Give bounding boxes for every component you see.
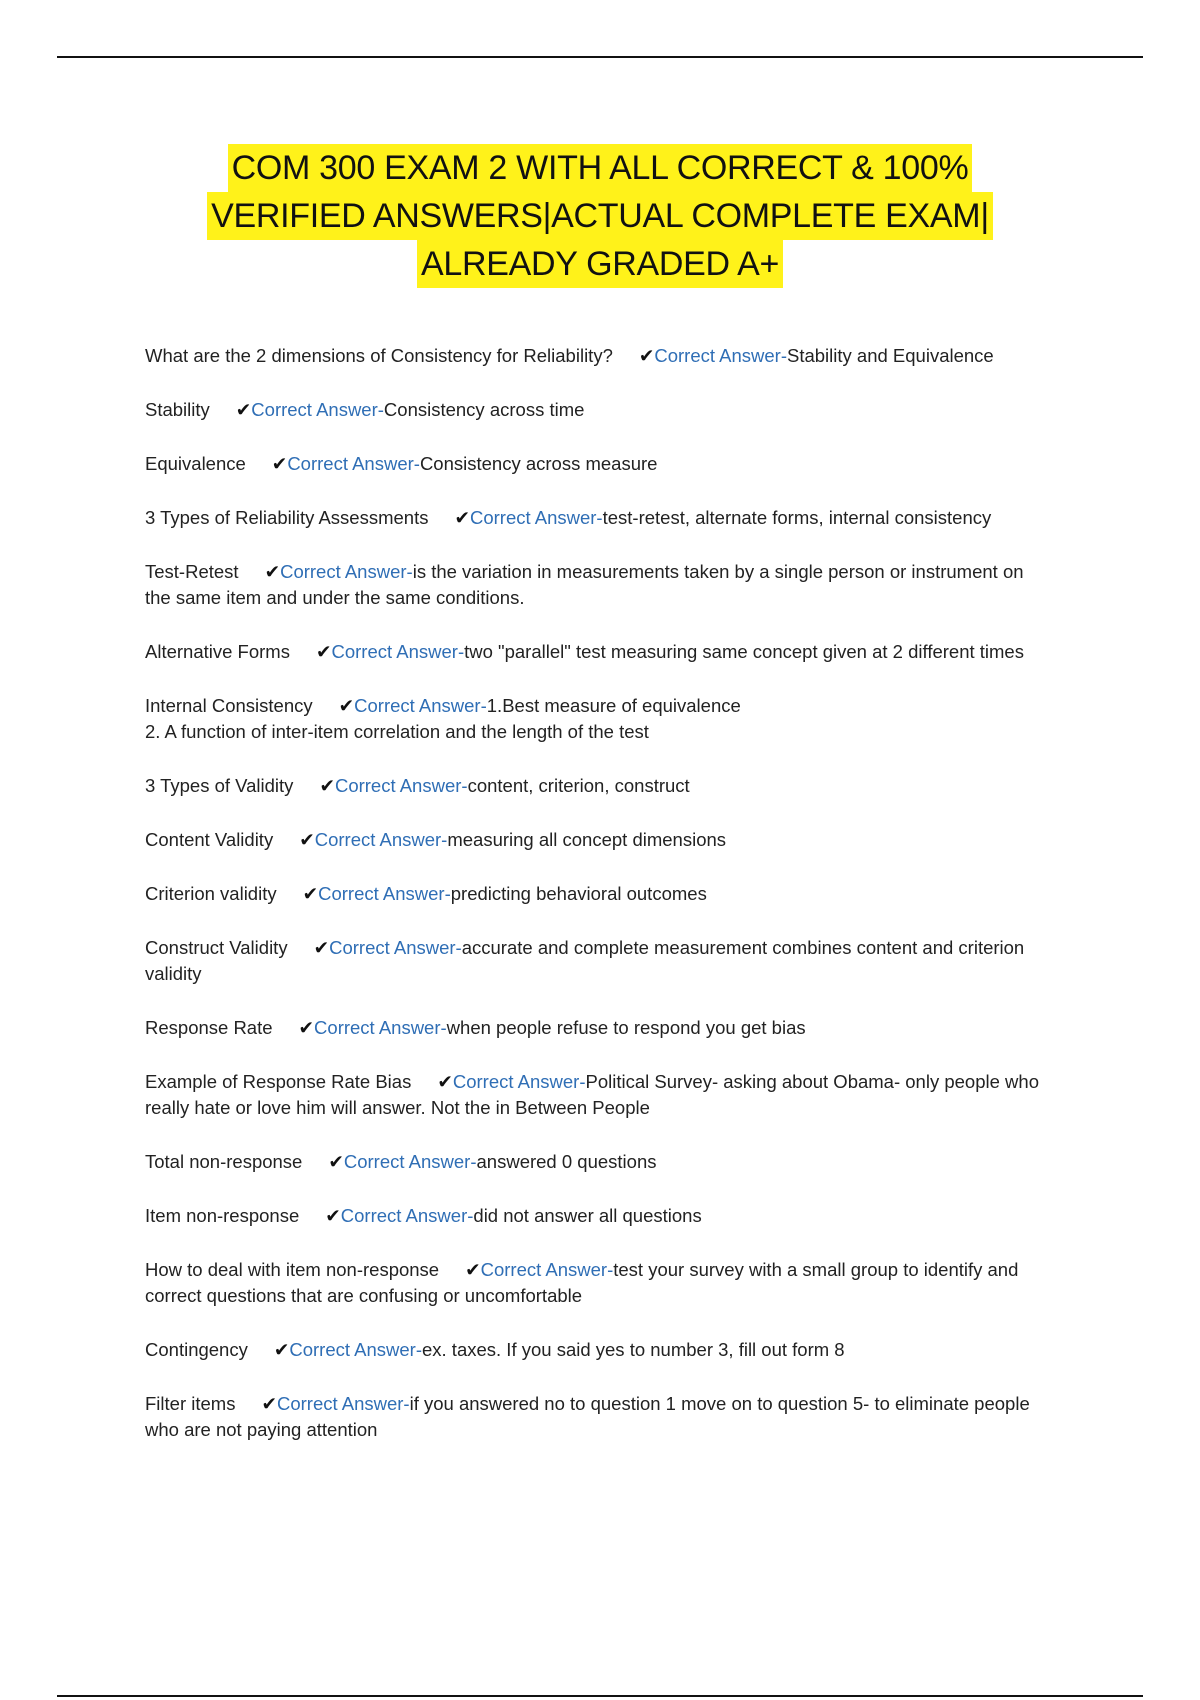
- qa-item: [145, 505, 1045, 531]
- answer-text-line-2: 2. A function of inter-item correlation and the length of the test: [145, 721, 649, 742]
- answer-text: Consistency across measure: [419, 453, 658, 474]
- check-mark-icon: ✔: [325, 1205, 341, 1226]
- check-mark-icon: ✔: [264, 561, 281, 582]
- correct-answer-label: Correct Answer-: [318, 883, 451, 904]
- correct-answer-label: Correct Answer-: [331, 641, 465, 662]
- answer-text: if you answered no to question 1 move on to question 5- to eliminate people who are not paying attention: [145, 1393, 1030, 1440]
- question-term: 3 Types of Reliability Assessments: [145, 507, 429, 528]
- check-mark-icon: ✔: [319, 775, 335, 796]
- qa-item: [145, 559, 1045, 611]
- correct-answer-label: Correct Answer-: [289, 1339, 422, 1360]
- answer-text: is the variation in measurements taken by a single person or instrument on the same item and under the same conditions.: [145, 561, 1024, 608]
- check-mark-icon: ✔: [235, 399, 252, 420]
- qa-list: [145, 343, 1045, 1471]
- answer-text: Consistency across time: [383, 399, 585, 420]
- check-mark-icon: ✔: [299, 829, 315, 850]
- check-mark-icon: ✔: [437, 1071, 453, 1092]
- question-term: Test-Retest: [145, 561, 239, 582]
- qa-item: [145, 639, 1045, 665]
- qa-item: [145, 1391, 1045, 1443]
- check-mark-icon: ✔: [298, 1017, 315, 1038]
- answer-text: two "parallel" test measuring same concept given at 2 different times: [464, 641, 1024, 662]
- check-mark-icon: ✔: [338, 695, 355, 716]
- answer-text: test your survey with a small group to identify and correct questions that are confusing or uncomfortable: [145, 1259, 1019, 1306]
- correct-answer-label: Correct Answer-: [480, 1259, 614, 1280]
- qa-item: [145, 397, 1045, 423]
- check-mark-icon: ✔: [454, 507, 470, 528]
- correct-answer-label: Correct Answer-: [452, 1071, 586, 1092]
- correct-answer-label: Correct Answer-: [276, 1393, 410, 1414]
- answer-text: Political Survey- asking about Obama- only people who really hate or love him will answer. Not the in Between People: [145, 1071, 1039, 1118]
- question-term: How to deal with item non-response: [145, 1259, 440, 1280]
- correct-answer-label: Correct Answer-: [340, 1205, 474, 1226]
- answer-text: 1.Best measure of equivalence: [486, 695, 741, 716]
- check-mark-icon: ✔: [313, 937, 330, 958]
- check-mark-icon: ✔: [465, 1259, 481, 1280]
- question-term: Example of Response Rate Bias: [145, 1071, 412, 1092]
- qa-item: [145, 343, 1045, 369]
- qa-item: [145, 935, 1045, 987]
- title-line-2: VERIFIED ANSWERS|ACTUAL COMPLETE EXAM|: [207, 192, 993, 240]
- question-term: Criterion validity: [145, 883, 277, 904]
- correct-answer-label: Correct Answer-: [469, 507, 603, 528]
- title-line-1: COM 300 EXAM 2 WITH ALL CORRECT & 100%: [228, 144, 973, 192]
- question-term: Filter items: [145, 1393, 236, 1414]
- correct-answer-label: Correct Answer-: [654, 345, 787, 366]
- question-term: What are the 2 dimensions of Consistency for Reliability?: [145, 345, 613, 366]
- question-term: Response Rate: [145, 1017, 273, 1038]
- check-mark-icon: ✔: [271, 453, 288, 474]
- correct-answer-label: Correct Answer-: [314, 1017, 447, 1038]
- answer-text: measuring all concept dimensions: [447, 829, 727, 850]
- answer-text: test-retest, alternate forms, internal consistency: [602, 507, 992, 528]
- question-term: Contingency: [145, 1339, 248, 1360]
- bottom-rule: [57, 1695, 1143, 1697]
- qa-item: [145, 1015, 1045, 1041]
- answer-text: when people refuse to respond you get bias: [446, 1017, 806, 1038]
- answer-text: Stability and Equivalence: [787, 345, 994, 366]
- correct-answer-label: Correct Answer-: [251, 399, 384, 420]
- check-mark-icon: ✔: [315, 641, 332, 662]
- answer-text: accurate and complete measurement combines content and criterion validity: [145, 937, 1025, 984]
- qa-item: [145, 1203, 1045, 1229]
- correct-answer-label: Correct Answer-: [329, 937, 462, 958]
- check-mark-icon: ✔: [261, 1393, 277, 1414]
- correct-answer-label: Correct Answer-: [287, 453, 420, 474]
- question-term: Total non-response: [145, 1151, 303, 1172]
- correct-answer-label: Correct Answer-: [343, 1151, 477, 1172]
- correct-answer-label: Correct Answer-: [280, 561, 413, 582]
- question-term: Equivalence: [145, 453, 246, 474]
- question-term: Internal Consistency: [145, 695, 313, 716]
- check-mark-icon: ✔: [302, 883, 319, 904]
- qa-item: [145, 693, 1045, 745]
- check-mark-icon: ✔: [273, 1339, 290, 1360]
- top-rule: [57, 56, 1143, 58]
- question-term: Construct Validity: [145, 937, 288, 958]
- check-mark-icon: ✔: [638, 345, 655, 366]
- qa-item: [145, 1069, 1045, 1121]
- correct-answer-label: Correct Answer-: [334, 775, 468, 796]
- answer-text: predicting behavioral outcomes: [450, 883, 707, 904]
- qa-item: [145, 451, 1045, 477]
- question-term: Item non-response: [145, 1205, 300, 1226]
- qa-item: [145, 773, 1045, 799]
- question-term: Content Validity: [145, 829, 274, 850]
- answer-text: content, criterion, construct: [467, 775, 690, 796]
- title-line-3: ALREADY GRADED A+: [417, 240, 783, 288]
- question-term: Alternative Forms: [145, 641, 290, 662]
- qa-item: [145, 1257, 1045, 1309]
- answer-text: did not answer all questions: [473, 1205, 702, 1226]
- qa-item: [145, 881, 1045, 907]
- answer-text: answered 0 questions: [476, 1151, 657, 1172]
- question-term: 3 Types of Validity: [145, 775, 294, 796]
- qa-item: [145, 1149, 1045, 1175]
- document-title: [150, 144, 1050, 288]
- check-mark-icon: ✔: [328, 1151, 344, 1172]
- question-term: Stability: [145, 399, 210, 420]
- correct-answer-label: Correct Answer-: [354, 695, 487, 716]
- correct-answer-label: Correct Answer-: [314, 829, 448, 850]
- answer-text: ex. taxes. If you said yes to number 3, fill out form 8: [421, 1339, 845, 1360]
- qa-item: [145, 1337, 1045, 1363]
- qa-item: [145, 827, 1045, 853]
